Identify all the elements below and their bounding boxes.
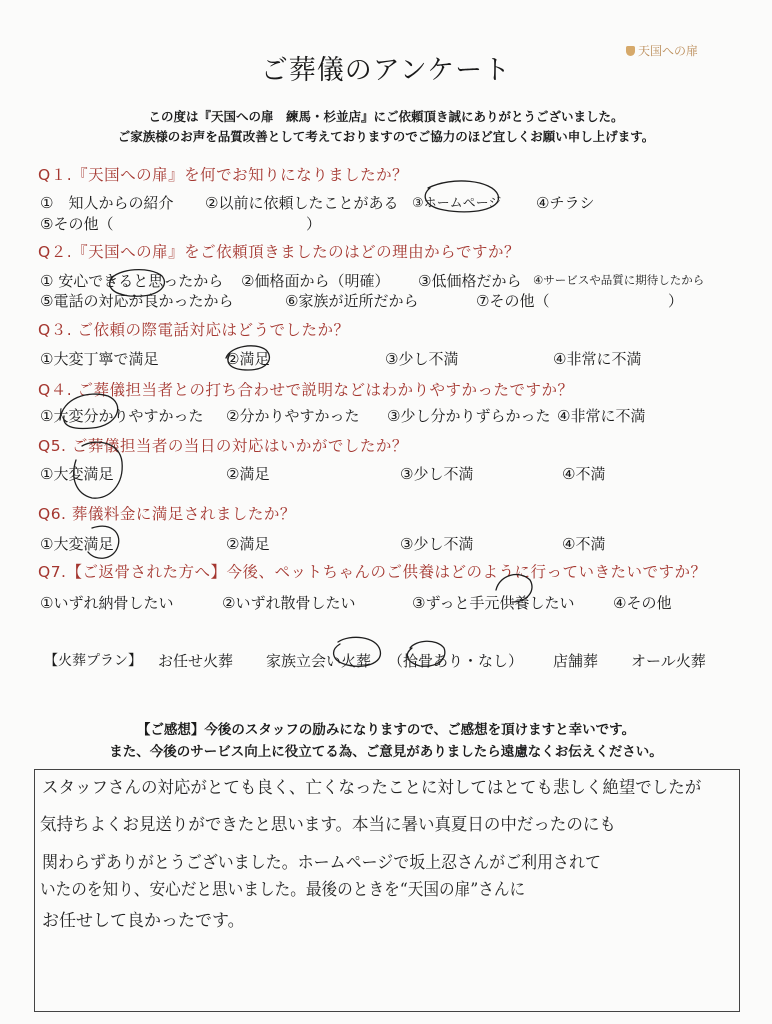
- q2-option-1[interactable]: ① 安心できると思ったから: [40, 272, 224, 290]
- question-4: Q４. ご葬儀担当者との打ち合わせで説明などはわかりやすかったですか？: [38, 381, 574, 399]
- handwritten-line-1: スタッフさんの対応がとても良く、亡くなったことに対してはとても悲しく絶望でしたが: [42, 778, 702, 798]
- q4-option-1[interactable]: ①大変分かりやすかった: [40, 407, 204, 425]
- q1-option-2[interactable]: ②以前に依頼したことがある: [205, 194, 399, 212]
- q7-option-4[interactable]: ④その他: [613, 594, 672, 612]
- cremation-plan-label: 【火葬プラン】: [44, 653, 142, 669]
- q1-option-5[interactable]: ⑤その他（: [40, 215, 114, 233]
- q3-option-4[interactable]: ④非常に不満: [553, 350, 642, 368]
- question-1: Q１.『天国への扉』を何でお知りになりましたか？: [38, 166, 409, 184]
- q2-option-7-close: ）: [668, 292, 684, 310]
- q5-option-4[interactable]: ④不満: [562, 465, 606, 483]
- handwritten-line-3: 関わらずありがとうございました。ホームページで坂上忍さんがご利用されて: [42, 853, 601, 873]
- q1-option-5-close: ）: [306, 215, 322, 233]
- q6-circle-mark: [88, 526, 119, 558]
- q4-option-2[interactable]: ②分かりやすかった: [226, 407, 360, 425]
- q1-option-3[interactable]: ③ホームページ: [412, 196, 502, 211]
- plan-option-2-detail[interactable]: （拾骨あり・なし）: [388, 652, 524, 670]
- q5-option-3[interactable]: ③少し不満: [400, 465, 474, 483]
- q2-circle-mark: [110, 270, 165, 297]
- question-5: Q5. ご葬儀担当者の当日の対応はいかがでしたか？: [38, 437, 408, 455]
- q2-option-6[interactable]: ⑥家族が近所だから: [285, 292, 419, 310]
- q2-option-4[interactable]: ④サービスや品質に期待したから: [533, 273, 705, 287]
- q2-option-3[interactable]: ③低価格だから: [418, 272, 522, 290]
- question-3: Q３. ご依頼の際電話対応はどうでしたか？: [38, 321, 350, 339]
- logo-text: 天国への扉: [638, 44, 699, 58]
- handwritten-line-4: いたのを知り、安心だと思いました。最後のときを“天国の扉”さんに: [40, 880, 526, 900]
- question-7: Q7.【ご返骨された方へ】今後、ペットちゃんのご供養はどのように行っていきたいですか？: [38, 563, 707, 581]
- q6-option-3[interactable]: ③少し不満: [400, 535, 474, 553]
- q7-circle-mark: [496, 575, 532, 602]
- q4-option-3[interactable]: ③少し分かりずらかった: [387, 407, 551, 425]
- q1-option-4[interactable]: ④チラシ: [536, 194, 595, 212]
- q2-option-2[interactable]: ②価格面から（明確）: [241, 272, 390, 290]
- q3-option-2[interactable]: ②満足: [226, 350, 270, 368]
- intro-line-1: この度は『天国への扉 練馬・杉並店』にご依頼頂き誠にありがとうございました。: [148, 109, 624, 124]
- handwritten-line-2: 気持ちよくお見送りができたと思います。本当に暑い真夏日の中だったのにも: [40, 815, 616, 835]
- plan-option-1[interactable]: お任せ火葬: [158, 652, 234, 670]
- intro-line-2: ご家族様のお声を品質改善として考えておりますのでご協力のほど宜しくお願い申し上げます。: [117, 129, 655, 144]
- q2-option-7[interactable]: ⑦その他（: [476, 292, 550, 310]
- q7-option-1[interactable]: ①いずれ納骨したい: [40, 594, 174, 612]
- q7-option-3[interactable]: ③ずっと手元供養したい: [412, 594, 575, 612]
- q7-option-2[interactable]: ②いずれ散骨したい: [222, 594, 356, 612]
- page-title: ご葬儀のアンケート: [260, 55, 512, 86]
- q1-circle-mark: [425, 181, 498, 212]
- handwritten-line-5: お任せして良かったです。: [42, 911, 245, 931]
- q3-circle-mark: [226, 346, 269, 370]
- question-2: Q２.『天国への扉』をご依頼頂きましたのはどの理由からですか？: [38, 243, 520, 261]
- impressions-heading-2: また、今後のサービス向上に役立てる為、ご意見がありましたら遠慮なくお伝えください。: [109, 744, 663, 760]
- q5-option-2[interactable]: ②満足: [226, 465, 270, 483]
- impressions-heading-1: 【ご感想】今後のスタッフの励みになりますので、ご感想を頂けますと幸いです。: [136, 722, 636, 738]
- q2-option-5[interactable]: ⑤電話の対応が良かったから: [40, 292, 234, 310]
- q5-option-1[interactable]: ①大変満足: [40, 465, 114, 483]
- plan-option-4[interactable]: オール火葬: [631, 652, 706, 670]
- plan-option-2[interactable]: 家族立会い火葬: [266, 652, 372, 670]
- q3-option-3[interactable]: ③少し不満: [385, 350, 459, 368]
- q6-option-2[interactable]: ②満足: [226, 535, 270, 553]
- q5-circle-mark: [74, 442, 122, 498]
- q4-option-4[interactable]: ④非常に不満: [557, 407, 646, 425]
- plan-circle-mark: [334, 637, 381, 666]
- question-6: Q6. 葬儀料金に満足されましたか？: [38, 505, 296, 523]
- q6-option-1[interactable]: ①大変満足: [40, 535, 114, 553]
- q1-option-1[interactable]: ① 知人からの紹介: [40, 194, 174, 212]
- plan-option-3[interactable]: 店舗葬: [553, 652, 599, 670]
- q4-circle-mark: [60, 394, 118, 428]
- q3-option-1[interactable]: ①大変丁寧で満足: [40, 350, 159, 368]
- q6-option-4[interactable]: ④不満: [562, 535, 606, 553]
- bone-circle-mark: [407, 641, 445, 666]
